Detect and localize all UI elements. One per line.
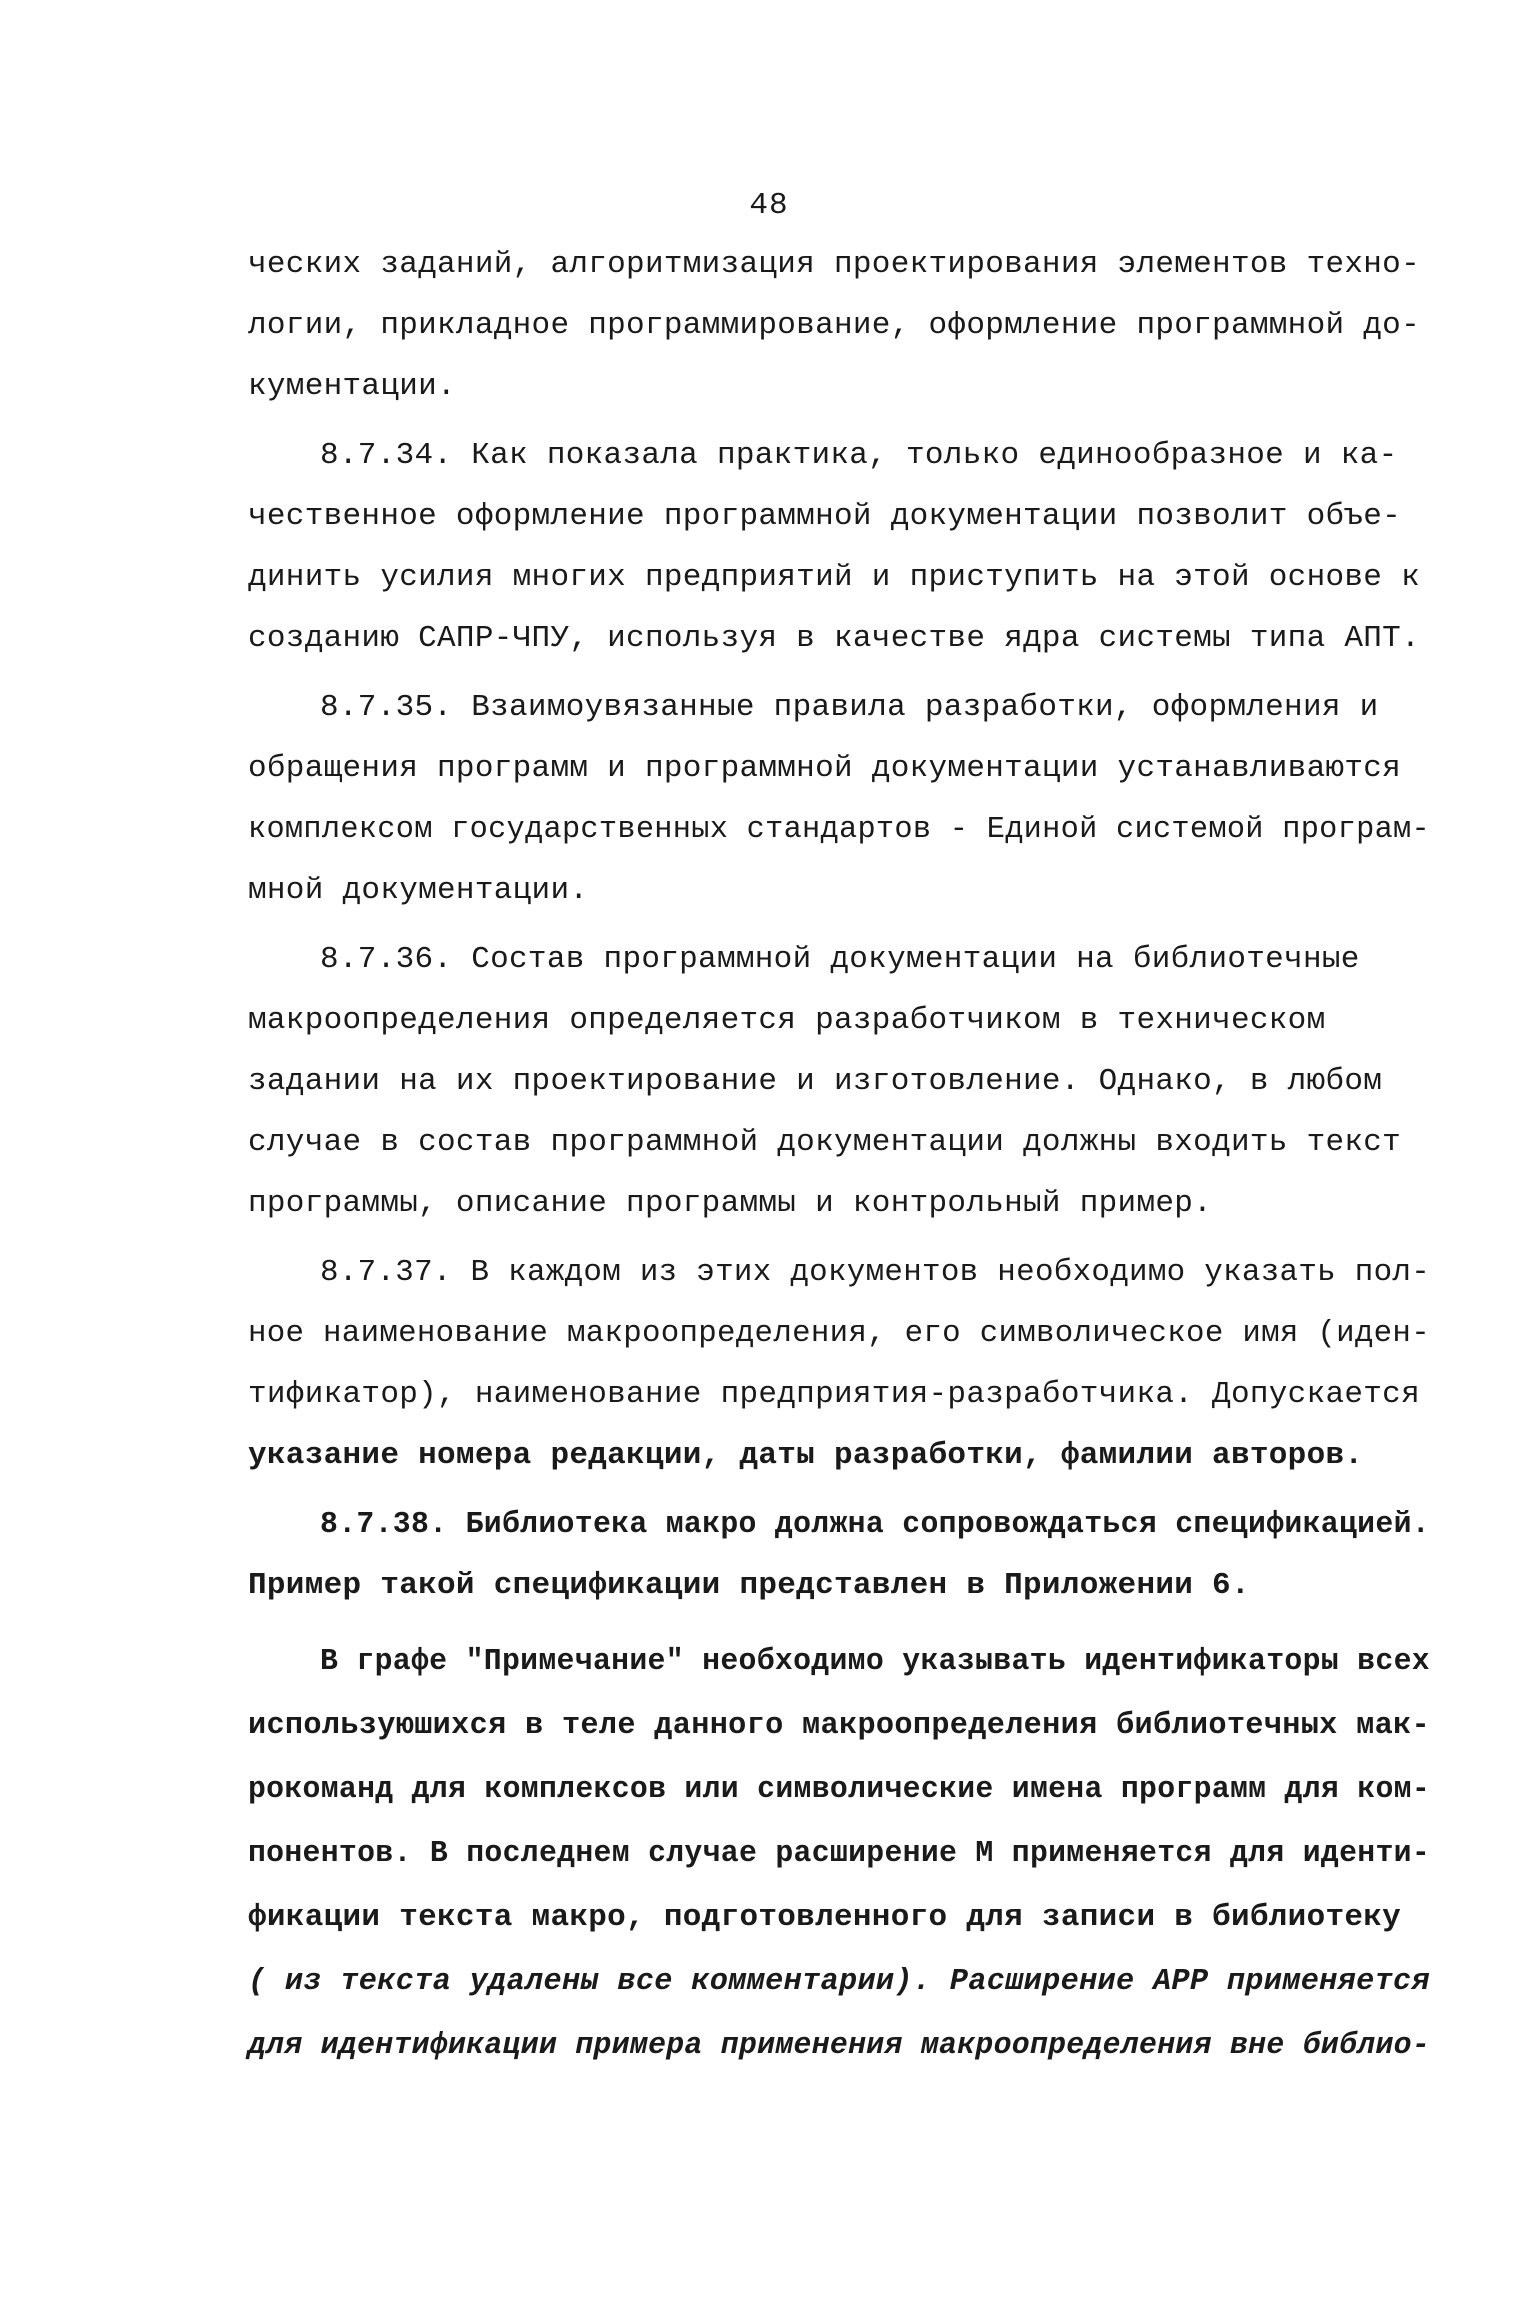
text-line: случае в состав программной документации должны входить текст	[248, 1125, 1402, 1160]
text-line: мной документации.	[248, 873, 589, 908]
page-number: 48	[749, 188, 789, 223]
text-line: логии, прикладное программирование, оформление программной до-	[248, 308, 1420, 343]
text-line: ( из текста удалены все комментарии). Расширение АРР применяется	[248, 1964, 1430, 1999]
text-line: для идентификации примера применения макроопределения вне библио-	[248, 2028, 1431, 2063]
paragraph-8-7-36-start: 8.7.36. Состав программной документации на библиотечные	[320, 942, 1360, 977]
text-line: комплексом государственных стандартов - Единой системой програм-	[248, 812, 1430, 847]
text-line: макроопределения определяется разработчиком в техническом	[248, 1003, 1326, 1038]
text-line: фикации текста макро, подготовленного для записи в библиотеку	[248, 1900, 1402, 1935]
text-line: Пример такой спецификации представлен в Приложении 6.	[248, 1568, 1250, 1603]
paragraph-note-start: В графе "Примечание" необходимо указывать идентификаторы всех	[320, 1644, 1430, 1679]
text-line: чественное оформление программной документации позволит объе-	[248, 499, 1402, 534]
text-line: обращения программ и программной документации устанавливаются	[248, 751, 1402, 786]
text-line: тификатор), наименование предприятия-разработчика. Допускается	[248, 1377, 1420, 1412]
paragraph-8-7-34-start: 8.7.34. Как показала практика, только единообразное и ка-	[320, 438, 1398, 473]
text-line: программы, описание программы и контрольный пример.	[248, 1186, 1213, 1221]
text-line: созданию САПР-ЧПУ, используя в качестве ядра системы типа АПТ.	[248, 621, 1420, 656]
paragraph-8-7-37-start: 8.7.37. В каждом из этих документов необходимо указать пол-	[320, 1255, 1431, 1290]
paragraph-8-7-35-start: 8.7.35. Взаимоувязанные правила разработки, оформления и	[320, 690, 1379, 725]
text-line: задании на их проектирование и изготовление. Однако, в любом	[248, 1064, 1383, 1099]
text-line: используюшихся в теле данного макроопределения библиотечных мак-	[248, 1708, 1430, 1743]
text-line: указание номера редакции, даты разработки, фамилии авторов.	[248, 1438, 1364, 1473]
text-line: ное наименование макроопределения, его символическое имя (иден-	[248, 1316, 1430, 1351]
text-line: кументации.	[248, 369, 456, 404]
text-line: рокоманд для комплексов или символические имена программ для ком-	[248, 1772, 1431, 1807]
text-line: динить усилия многих предприятий и приступить на этой основе к	[248, 560, 1420, 595]
paragraph-8-7-38-start: 8.7.38. Библиотека макро должна сопровождаться спецификацией.	[320, 1507, 1430, 1542]
text-line: понентов. В последнем случае расширение М применяется для иденти-	[248, 1836, 1431, 1871]
text-line: ческих заданий, алгоритмизация проектирования элементов техно-	[248, 247, 1420, 282]
